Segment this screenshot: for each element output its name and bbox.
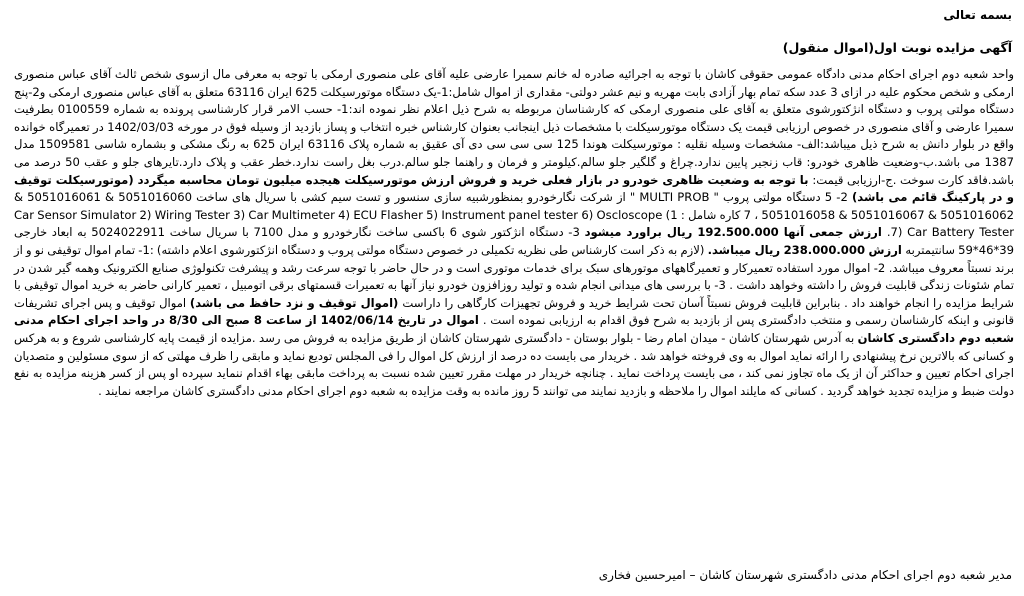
body-paragraph-3-bold: ارزش 238.000.000 ریال میباشد.: [707, 242, 906, 257]
body-paragraph-5-bold: اموال در تاریخ 1402/06/14 از ساعت 8 صبح الی 8/30 در واحد اجرای احکام مدنی شعبه دوم دادگستری کاشان: [14, 313, 1014, 345]
announcement-body: [14, 66, 1014, 400]
body-paragraph-5: اموال توقیف و پس اجرای تشریفات قانونی و اینکه کارشناسان رسمی و منتخب دادگستری پس از بازدید به شرح فوق اقدام به ارزیابی نموده است .: [14, 295, 1015, 328]
body-paragraph-4-bold: (اموال توقیف و نزد حافظ می باشد): [189, 295, 403, 310]
bismillah-heading: بسمه تعالی: [943, 8, 1012, 22]
body-paragraph-3: 3- دستگاه انژکتور شوی 6 باکسی ساخت نگارخودرو و مدل 7100 با سریال ساخت 5024022911 به ابعاد خارجی 39*46*59 سانتیمتربه: [14, 225, 1015, 257]
body-paragraph-1-bold: با توجه به وضعیت ظاهری خودرو در بازار فعلی خرید و فروش ارزش موتورسیکلت هیجده میلیون تومان محاسبه میگردد (موتورسیکلت توقیف و در پارکینگ قائم می باشد): [14, 172, 1015, 205]
signature-line: مدیر شعبه دوم اجرای احکام مدنی دادگستری شهرستان کاشان – امیرحسین فخاری: [598, 568, 1012, 582]
body-paragraph-6: به آدرس شهرستان کاشان - میدان امام رضا - بلوار بوستان - دادگستری شهرستان کاشان از طریق مزایده به فروش می رسد .مزایده از قیمت پایه کارشناسی شروع و به هرکس و کسانی که بالاترین نرخ پیشنهادی را ارائه نماید اموال به وی فروخته خواهد شد . خریدار می بایست ده درصد از ارزش کل اموال را فی المجلس تودیع نماید و مابقی را ظرف مهلتی که از سوی مسئولین و متصدیان اجرای احکام تعیین و حداکثر آن از یک ماه تجاوز نمی کند ، می بایست پرداخت نماید . چنانچه خریدار در مهلت مقرر تعیین شده نسبت به پرداخت مابقی بهاء اقدام ننماید سپرده او پس از کسر هزینه مزایده به نفع دولت ضبط و مزایده تجدید خواهد گردید . کسانی که مایلند اموال را ملاحظه و بازدید نمایند می توانند 5 روز مانده به وقت مزایده به شعبه دوم اجرای احکام مدنی دادگستری کاشان مراجعه نمایند .: [14, 330, 1014, 398]
body-paragraph-4: (لازم به ذکر است کارشناس طی نظریه تکمیلی در خصوص دستگاه مولتی پروب و دستگاه انژکتورشوی اعلام داشته) :1- تمام اموال توقیفی نو و از برند نسبتاً معروف میباشد. 2- اموال مورد استفاده تعمیرکار و تعمیرگاههای موتورهای سبک برای خدمات موتوری است و در حال حاضر با توجه سرعت رشد و پیشرفت تکنولوژی صنایع الکترونیک وهمه گیر شدن در تمام شئونات زندگی قابلیت فروش را داشته وخواهد داشت . 3- با بررسی های میدانی انجام شده و تولید روزافزون خودرو نیاز آنها به تعمیرات قسمتهای برقی اتومبیل ، تعمیر کارانی حاضر به خرید اموال توقیفی با شرایط مزایده را انجام خواهند داد . بنابراین قابلیت فروش نسبتاً آسان تحت شرایط خرید و فروش تجهیزات کارگاهی را داراست: [14, 242, 1015, 310]
body-paragraph-2: 2- 5 دستگاه مولتی پروب " MULTI PROB " از شرکت نگارخودرو بمنظورشبیه سازی سنسور و تست سیم کشی با سریال های ساخت 5051016060 & 5051016061 & 5051016062 & 5051016067 & 5051016058 ، 7 کاره شامل : 1) Car Sensor Simulator 2) Wiring Tester 3) Car Multimeter 4) ECU Flasher 5) Instrument panel tester 6) Oscloscope 7) Car Battery Tester.: [14, 190, 1015, 240]
body-paragraph-2-bold: ارزش جمعی آنها 192.500.000 ریال براورد میشود: [584, 225, 887, 240]
page-title: آگهی مزایده نوبت اول(اموال منقول): [782, 40, 1012, 55]
body-paragraph-1: واحد شعبه دوم اجرای احکام مدنی دادگاه عمومی حقوقی کاشان با توجه به اجرائیه صادره له خانم سمیرا عارضی علیه آقای علی منصوری ارمکی با توجه به معرفی مال ازسوی شخص ثالث آقای عباس منصوری ارمکی و شخص محکوم علیه در ازای 3 عدد سکه تمام بهار آزادی بابت مهریه و نیم عشر دولتی- مقداری از اموال شامل:1-یک دستگاه موتورسیکلت 625 ایران 63116 متعلق به آقای عباس منصوری ارمکی و2-پنج دستگاه مولتی پروب و دستگاه انژکتورشوی متعلق به آقای علی منصوری ارمکی که کارشناسان مربوطه به شرح ذیل اعلام نظر نموده اند:1- حسب الامر قرار کارشناسی پرونده به شماره 0100559 بطرفیت سمیرا عارضی و آقای منصوری در خصوص ارزیابی قیمت یک دستگاه موتورسیکلت با مشخصات ذیل اینجانب بعنوان کارشناس خبره انتخاب و پساز بازدید از وسیله فوق در مورخه 1402/03/03 در تعمیرگاه خوانده واقع در بلوار دانش به شرح ذیل میباشد:الف- مشخصات وسیله نقلیه : موتورسیکلت هوندا 125 سی سی سی دی آی عقیق به شماره پلاک 63116 ایران 625 به رنگ مشکی و بشماره شاسی 1509581 مدل 1387 می باشد.ب-وضعیت ظاهری خودرو: قاب زنجیر پایین ندارد.چراغ و گلگیر جلو سالم.کیلومتر و فرمان و راهنما جلو سالم.درب بغل راست ندارد.خطر عقب و پلاک دارد.تایرهای جلو و عقب 50 درصد می باشد.فاقد کارت سوخت .ج-ارزیابی قیمت:: [14, 67, 1015, 187]
